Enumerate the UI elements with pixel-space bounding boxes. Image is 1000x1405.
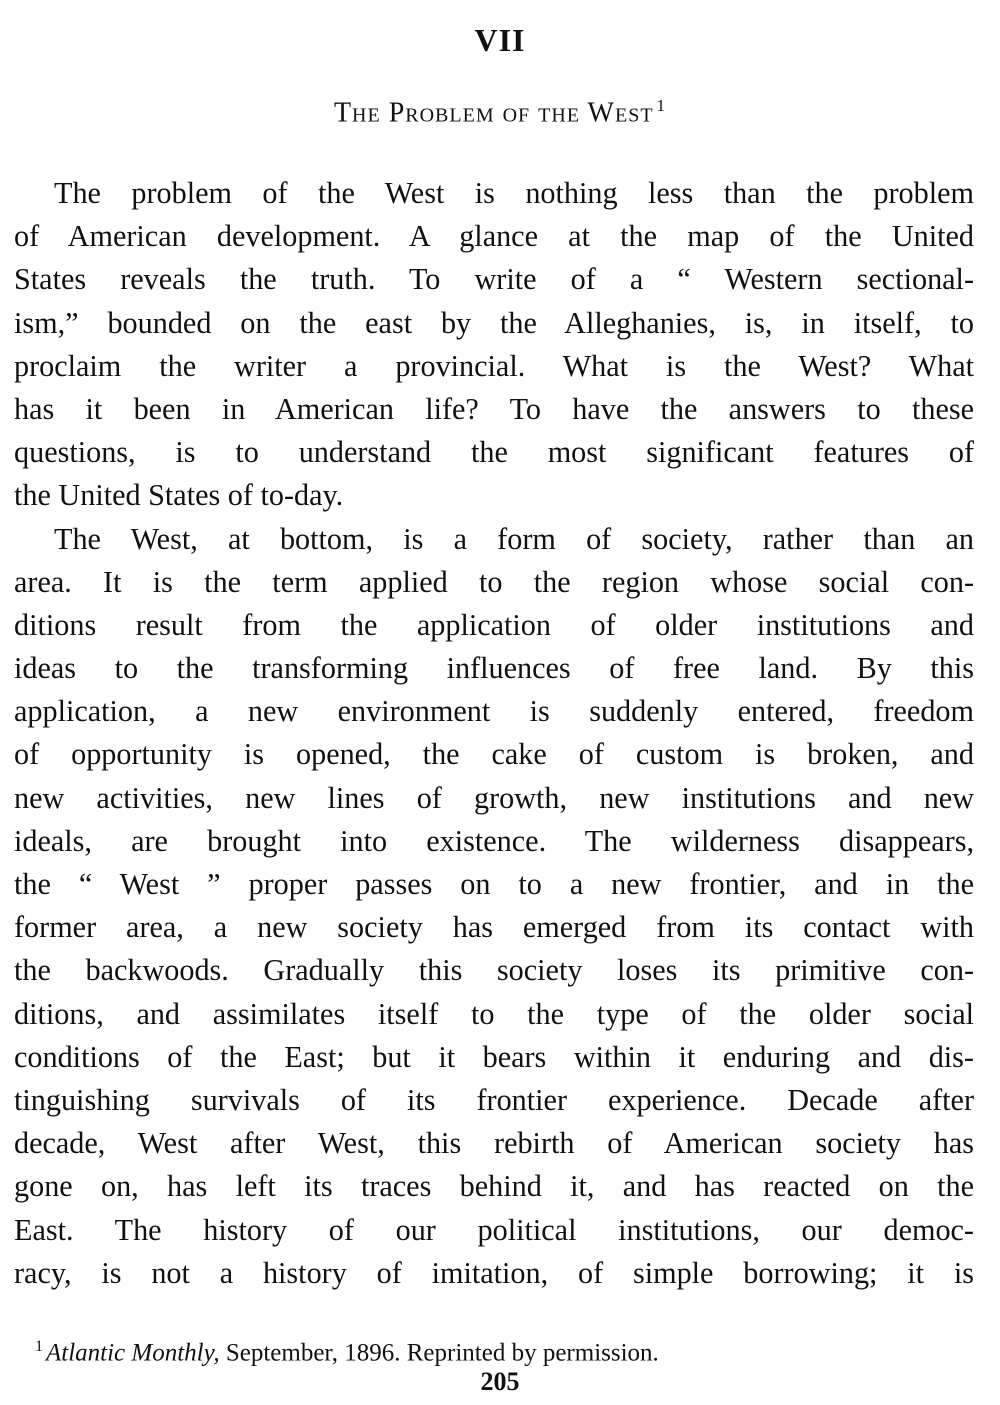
text-line: ism,” bounded on the east by the Alleghanies, is, in itself, to — [14, 305, 974, 340]
text-line: questions, is to understand the most significant features of — [14, 435, 974, 470]
text-line: gone on, has left its traces behind it, and has reacted on the — [14, 1169, 974, 1204]
text-line: of opportunity is opened, the cake of custom is broken, and — [14, 737, 974, 772]
text-line: application, a new environment is suddenly entered, freedom — [14, 694, 974, 729]
chapter-title-text: The Problem of the West — [333, 97, 654, 129]
text-line: ideals, are brought into existence. The wilderness disappears, — [14, 823, 974, 858]
body-text — [14, 172, 974, 1295]
text-line: conditions of the East; but it bears within it enduring and dis- — [14, 1039, 974, 1074]
text-line: States reveals the truth. To write of a “ Western sectional- — [14, 262, 974, 297]
text-line: area. It is the term applied to the region whose social con- — [14, 564, 974, 599]
text-line: The problem of the West is nothing less than the problem — [54, 176, 974, 210]
text-line: former area, a new society has emerged from its contact with — [14, 910, 974, 945]
text-line: ditions result from the application of older institutions and — [14, 607, 974, 642]
chapter-title — [0, 96, 1000, 129]
footnote-reference: 1 — [656, 96, 667, 115]
text-line: the United States of to-day. — [14, 478, 344, 513]
text-line: The West, at bottom, is a form of society, rather than an — [54, 521, 974, 556]
footnote — [35, 1338, 659, 1367]
text-line: new activities, new lines of growth, new institutions and new — [14, 780, 974, 815]
text-line: has it been in American life? To have the answers to these — [14, 391, 974, 426]
text-line: ditions, and assimilates itself to the type of the older social — [14, 996, 974, 1031]
page-number: 205 — [480, 1367, 520, 1396]
text-line: proclaim the writer a provincial. What is the West? What — [14, 348, 974, 383]
text-line: of American development. A glance at the map of the United — [14, 219, 974, 254]
footnote-mark: 1 — [35, 1338, 43, 1355]
footnote-source: Atlantic Monthly, — [46, 1339, 220, 1367]
text-line: ideas to the transforming influences of free land. By this — [14, 651, 974, 686]
text-line: the “ West ” proper passes on to a new frontier, and in the — [14, 867, 974, 901]
text-line: tinguishing survivals of its frontier experience. Decade after — [14, 1082, 974, 1117]
text-line: decade, West after West, this rebirth of American society has — [14, 1126, 974, 1161]
footnote-text: September, 1896. Reprinted by permission. — [219, 1339, 659, 1367]
chapter-number: VII — [474, 22, 526, 58]
text-line: East. The history of our political institutions, our democ- — [14, 1212, 974, 1247]
text-line: racy, is not a history of imitation, of simple borrowing; it is — [14, 1255, 974, 1290]
text-line: the backwoods. Gradually this society loses its primitive con- — [14, 953, 974, 988]
